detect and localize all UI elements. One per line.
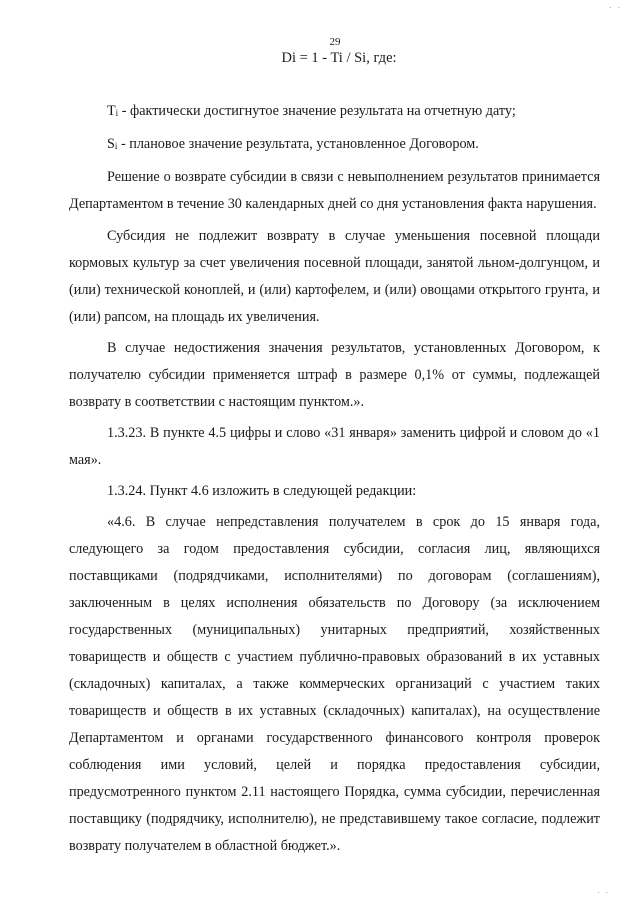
symbol-t-index: i xyxy=(115,108,119,118)
definition-ti-text: - фактически достигнутое значение результата на отчетную дату; xyxy=(118,103,516,119)
symbol-t: T xyxy=(107,103,116,119)
definition-si xyxy=(69,131,600,160)
scan-bottom-mark: . . xyxy=(597,885,610,895)
symbol-s-index: i xyxy=(114,141,118,151)
formula: Di = 1 - Ti / Si, где: xyxy=(281,50,397,66)
body-text xyxy=(69,98,600,860)
definition-si-text: - плановое значение результата, установленное Договором. xyxy=(117,136,479,152)
paragraph-1-3-23: 1.3.23. В пункте 4.5 цифры и слово «31 января» заменить цифрой и словом до «1 мая». xyxy=(69,425,600,468)
paragraph-refund-decision: Решение о возврате субсидии в связи с невыполнением результатов принимается Департаментом в течение 30 календарных дней со дня установления факта нарушения. xyxy=(69,169,600,212)
paragraph-4-6: «4.6. В случае непредставления получателем в срок до 15 января года, следующего за годом предоставления субсидии, согласия лиц, являющихся поставщиками (подрядчиками, исполнителями) по договорам (соглашениям), заключенным в целях исполнения обязательств по Договору (за исключением государственных (муниципальных) унитарных предприятий, хозяйственных товариществ и обществ с участием публично-правовых образований в их уставных (складочных) капиталах, а также коммерческих организаций с участием таких товариществ и обществ в их уставных (складочных) капиталах), на осуществление Департаментом и органами государственного финансового контроля проверок соблюдения ими условий, целей и порядка предоставления субсидии, предусмотренного пунктом 2.11 настоящего Порядка, сумма субсидии, перечисленная поставщику (подрядчику, исполнителю), не представившему такое согласие, подлежит возврату получателем в областной бюджет.». xyxy=(69,514,600,854)
definition-ti xyxy=(69,98,600,127)
paragraph-1-3-24: 1.3.24. Пункт 4.6 изложить в следующей редакции: xyxy=(107,483,417,499)
symbol-s: S xyxy=(107,136,115,152)
paragraph-penalty: В случае недостижения значения результатов, установленных Договором, к получателю субсидии применяется штраф в размере 0,1% от суммы, подлежащей возврату в соответствии с настоящим пунктом.». xyxy=(69,340,600,410)
scan-corner-mark: . . xyxy=(609,0,622,10)
paragraph-no-refund: Субсидия не подлежит возврату в случае уменьшения посевной площади кормовых культур за счет увеличения посевной площади, занятой льном-долгунцом, и (или) технической коноплей, и (или) картофелем, и (или) овощами открытого грунта, и (или) рапсом, на площадь их увеличения. xyxy=(69,228,600,325)
page-number: 29 xyxy=(329,36,341,48)
